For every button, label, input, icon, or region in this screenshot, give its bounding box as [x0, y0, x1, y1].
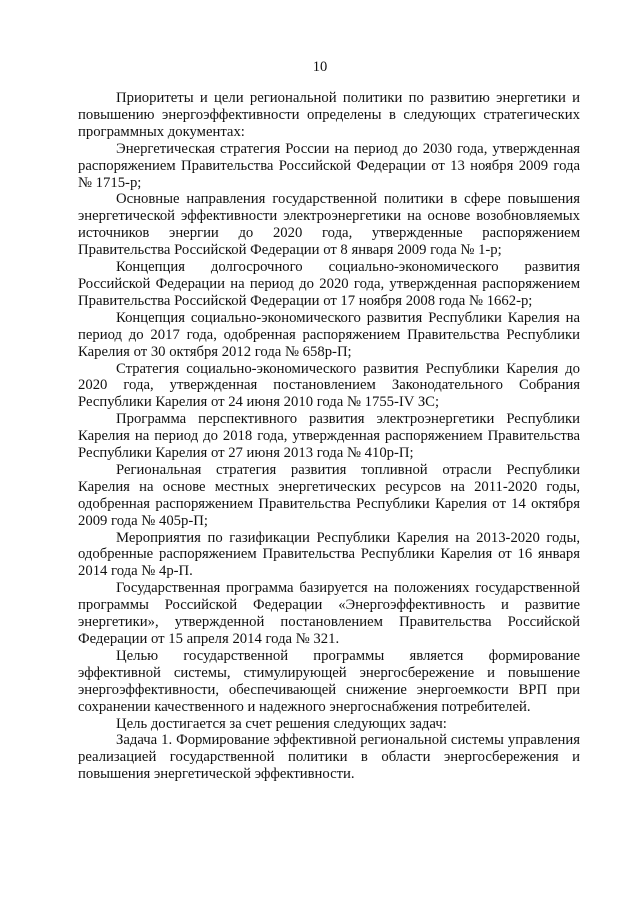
- intro-paragraph: Приоритеты и цели региональной политики по развитию энергетики и повышению энергоэффективности определены в следующих стратегических программных документах:: [78, 90, 580, 140]
- energy-efficiency-directions-item: Основные направления государственной политики в сфере повышения энергетической эффективности электроэнергетики на основе возобновляемых источников энергии до 2020 года, утвержденные распоряжением Правительства Российской Федерации от 8 января 2009 года № 1-р;: [78, 191, 580, 259]
- program-goal-paragraph: Целью государственной программы является формирование эффективной системы, стимулирующей энергосбережение и повышение энергоэффективности, обеспечивающей снижение энергоемкости ВРП при сохранении качественного и надежного энергоснабжения потребителей.: [78, 647, 580, 715]
- energy-strategy-item: Энергетическая стратегия России на период до 2030 года, утвержденная распоряжением Правительства Российской Федерации от 13 ноября 2009 года № 1715-р;: [78, 140, 580, 191]
- program-basis-paragraph: Государственная программа базируется на положениях государственной программы Российской Федерации «Энергоэффективность и развитие энергетики», утвержденной постановлением Правительства Российской Федерации от 15 апреля 2014 года № 321.: [78, 580, 580, 647]
- rf-concept-item: Концепция долгосрочного социально-экономического развития Российской Федерации на период до 2020 года, утвержденная распоряжением Правительства Российской Федерации от 17 ноября 2008 года № 1662-р;: [78, 259, 580, 309]
- document-body: [78, 90, 580, 783]
- tasks-intro-paragraph: Цель достигается за счет решения следующих задач:: [116, 715, 447, 732]
- gasification-item: Мероприятия по газификации Республики Карелия на 2013-2020 годы, одобренные распоряжением Правительства Республики Карелия от 16 января 2014 года № 4р-П.: [78, 529, 580, 580]
- karelia-strategy-item: Стратегия социально-экономического развития Республики Карелия до 2020 года, утвержденная постановлением Законодательного Собрания Республики Карелия от 24 июня 2010 года № 1755-IV ЗС;: [78, 360, 580, 411]
- fuel-strategy-item: Региональная стратегия развития топливной отрасли Республики Карелия на основе местных энергетических ресурсов на 2011-2020 годы, одобренная распоряжением Правительства Республики Карелия от 14 октября 2009 года № 405р-П;: [78, 461, 580, 529]
- task-1-paragraph: Задача 1. Формирование эффективной региональной системы управления реализацией государственной политики в области энергосбережения и повышения энергетической эффективности.: [78, 732, 580, 783]
- page-number: 10: [312, 59, 328, 75]
- power-program-item: Программа перспективного развития электроэнергетики Республики Карелия на период до 2018 года, утвержденная распоряжением Правительства Республики Карелия от 27 июня 2013 года № 410р-П;: [78, 411, 580, 462]
- karelia-concept-item: Концепция социально-экономического развития Республики Карелия на период до 2017 года, одобренная распоряжением Правительства Республики Карелия от 30 октября 2012 года № 658р-П;: [78, 309, 580, 360]
